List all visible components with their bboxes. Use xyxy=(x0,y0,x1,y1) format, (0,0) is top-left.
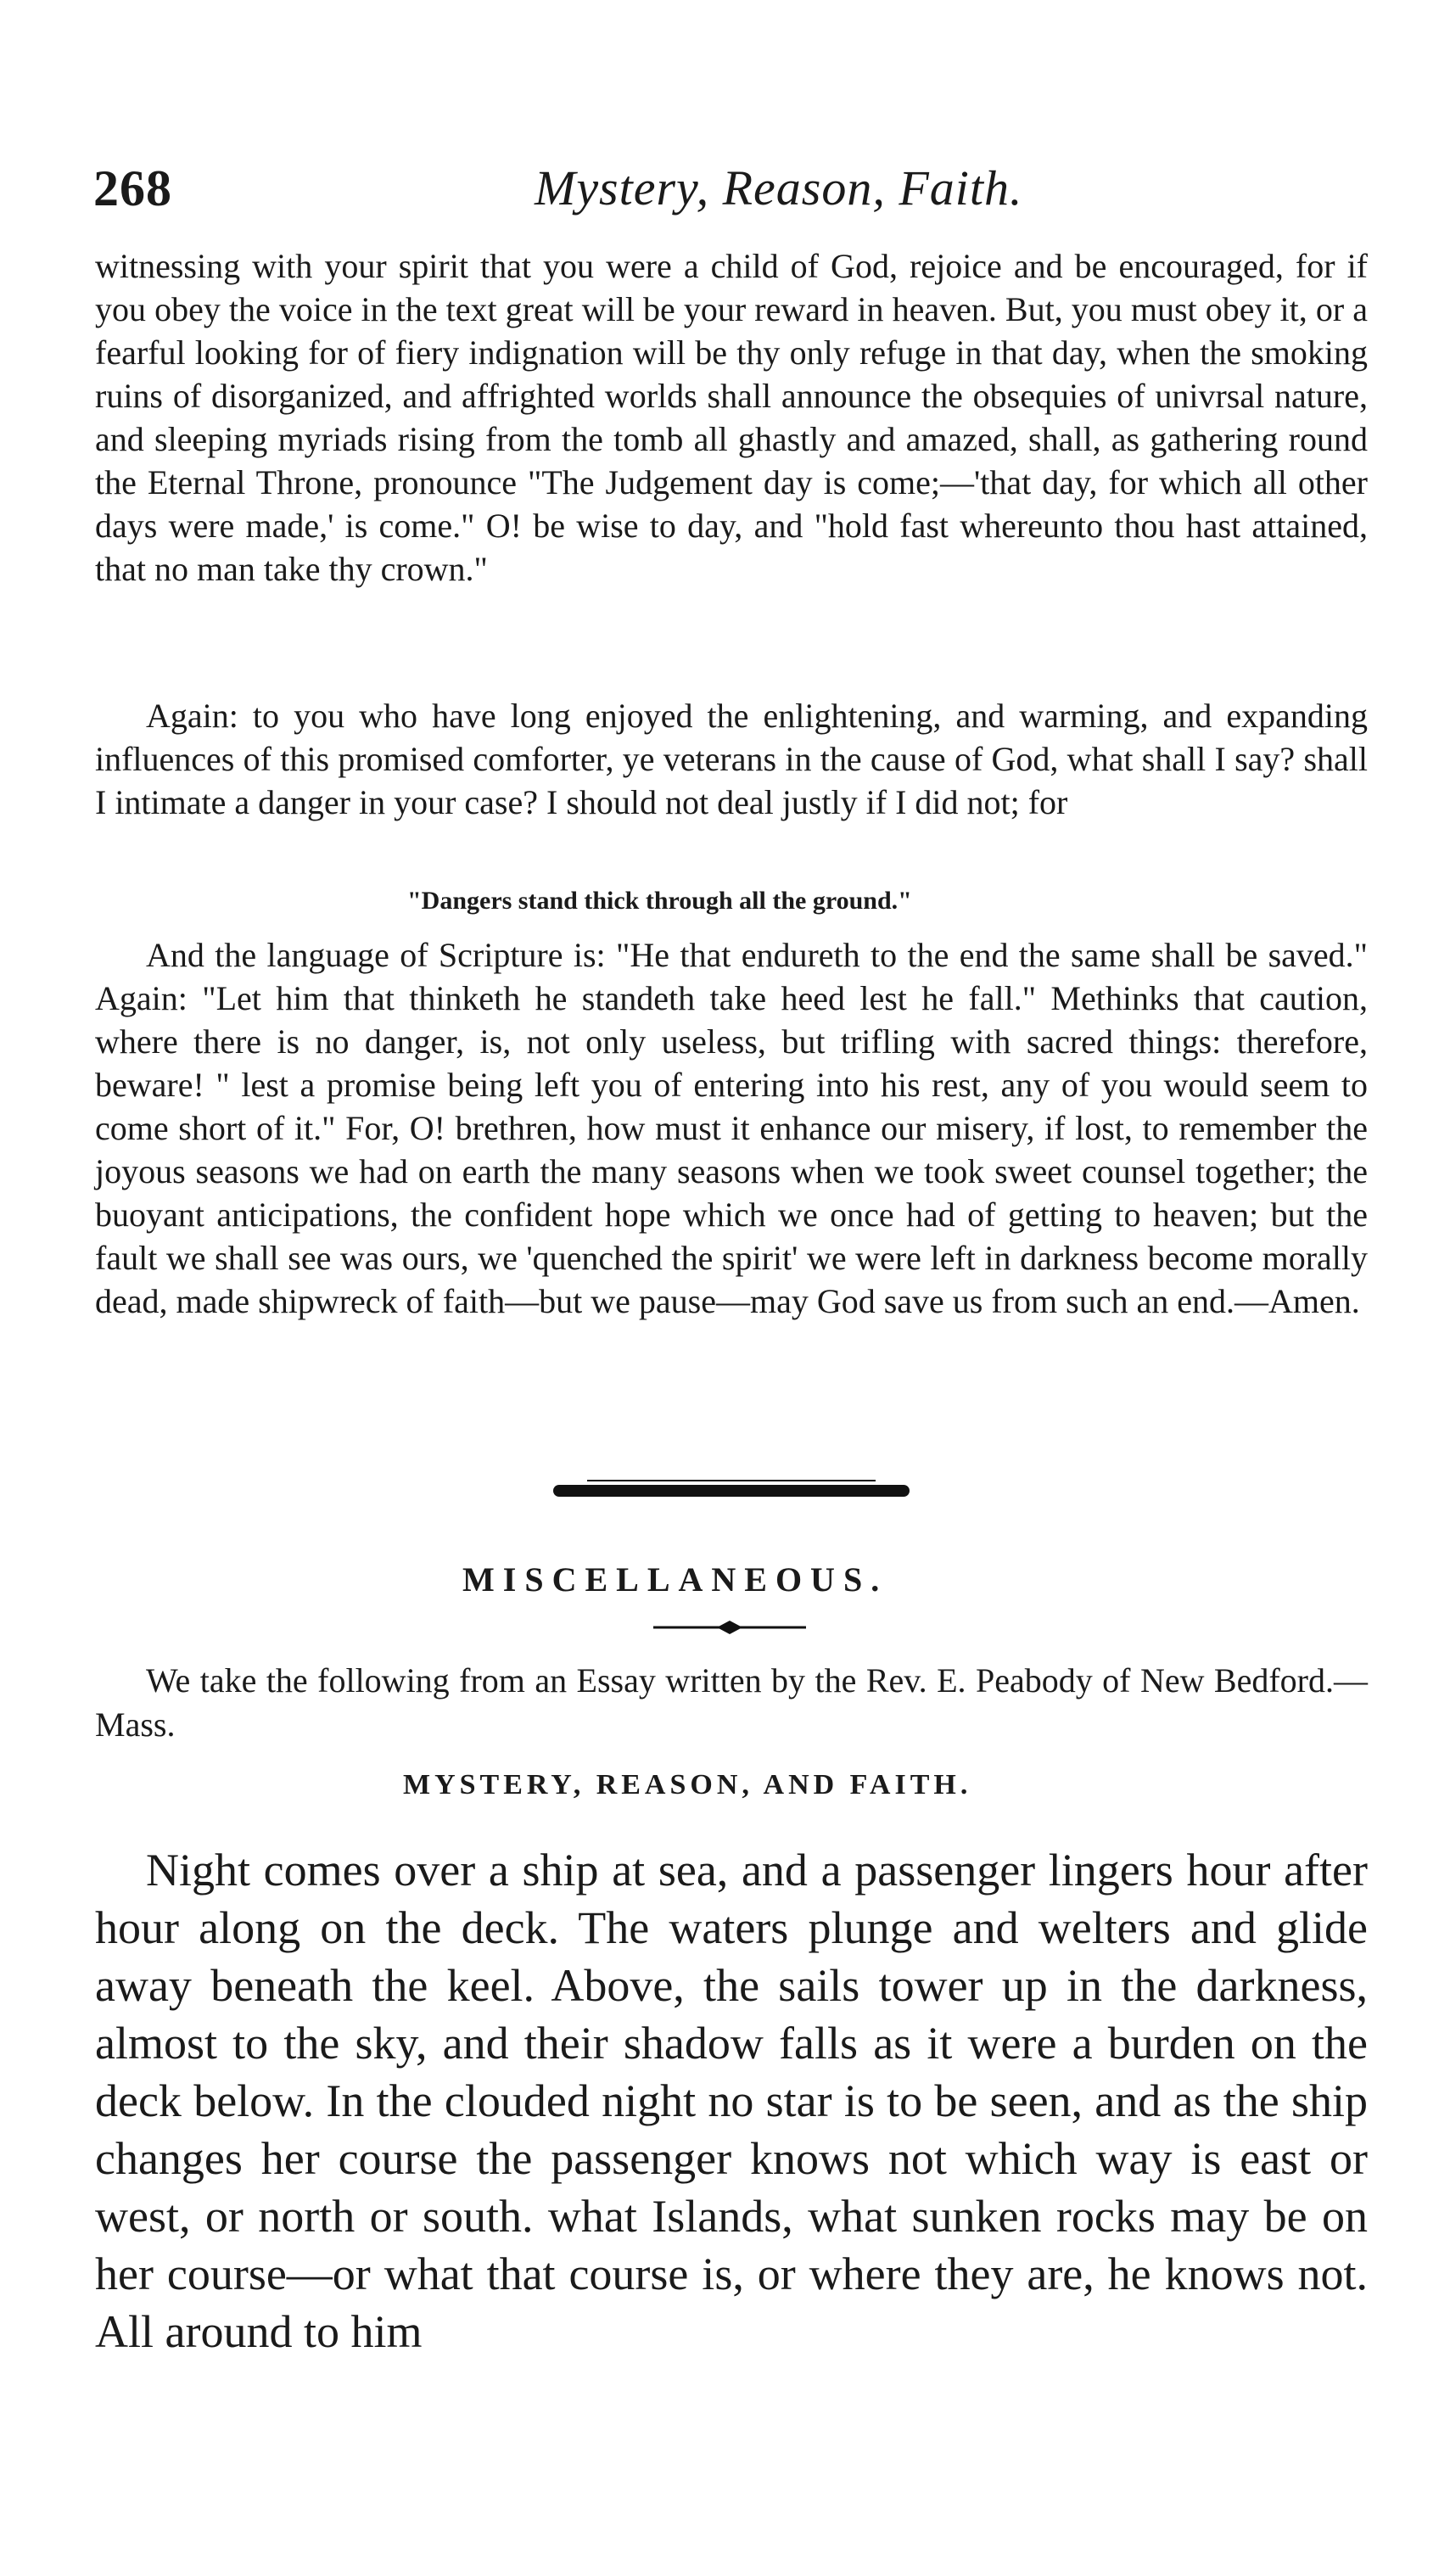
ornament-divider-icon xyxy=(653,1619,806,1636)
sermon-paragraph-1-block xyxy=(95,244,1368,591)
article-title: MYSTERY, REASON, AND FAITH. xyxy=(403,1769,972,1800)
sermon-paragraph-3: And the language of Scripture is: "He that endureth to the end the same shall be saved." Again: "Let him that thinketh he standeth take heed lest he fall." Methinks that caution, where there is no danger, is, not only useless, but trifling with sacred things: therefore, beware! " lest a promise being left you of entering into his rest, any of you would seem to come short of it." For, O! brethren, how must it enhance our misery, if lost, to remember the joyous seasons we had on earth the many seasons when we took sweet counsel together; the buoyant anticipations, the confident hope which we once had of getting to heaven; but the fault we shall see was ours, we 'quenched the spirit' we were left in darkness become morally dead, made shipwreck of faith—but we pause—may God save us from such an end.—Amen. xyxy=(95,936,1368,1320)
sermon-paragraph-3-block xyxy=(95,933,1368,1323)
article-intro: We take the following from an Essay written by the Rev. E. Peabody of New Bedford.—Mass. xyxy=(95,1661,1368,1744)
sermon-paragraph-2: Again: to you who have long enjoyed the enlightening, and warming, and expanding influences of this promised comforter, ye veterans in the cause of God, what shall I say? shall I intimate a danger in your case? I should not deal justly if I did not; for xyxy=(95,697,1368,821)
scripture-quote: "Dangers stand thick through all the ground." xyxy=(407,887,912,915)
section-title: MISCELLANEOUS. xyxy=(462,1560,888,1599)
page-number: 268 xyxy=(93,160,172,216)
sermon-paragraph-1: witnessing with your spirit that you were a child of God, rejoice and be encouraged, for if you obey the voice in the text great will be your reward in heaven. But, you must obey it, or a fearful looking for of fiery indignation will be thy only refuge in that day, when the smoking ruins of disorganized, and affrighted worlds shall announce the obsequies of univrsal nature, and sleeping myriads rising from the tomb all ghastly and amazed, shall, as gathering round the Eternal Throne, pronounce "The Judgement day is come;—'that day, for which all other days were made,' is come." O! be wise to day, and "hold fast whereunto thou hast attained, that no man take thy crown." xyxy=(95,247,1368,588)
running-title: Mystery, Reason, Faith. xyxy=(535,160,1023,216)
section-divider-rule xyxy=(553,1485,910,1497)
article-body: Night comes over a ship at sea, and a passenger lingers hour after hour along on the deck. The waters plunge and welters and glide away beneath the keel. Above, the sails tower up in the darkness, almost to the sky, and their shadow falls as it were a burden on the deck below. In the clouded night no star is to be seen, and as the ship changes her course the passenger knows not which way is east or west, or north or south. what Islands, what sunken rocks may be on her course—or what that course is, or where they are, he knows not. All around to him xyxy=(95,1845,1368,2357)
sermon-paragraph-2-block xyxy=(95,694,1368,824)
page-header xyxy=(93,160,1366,219)
